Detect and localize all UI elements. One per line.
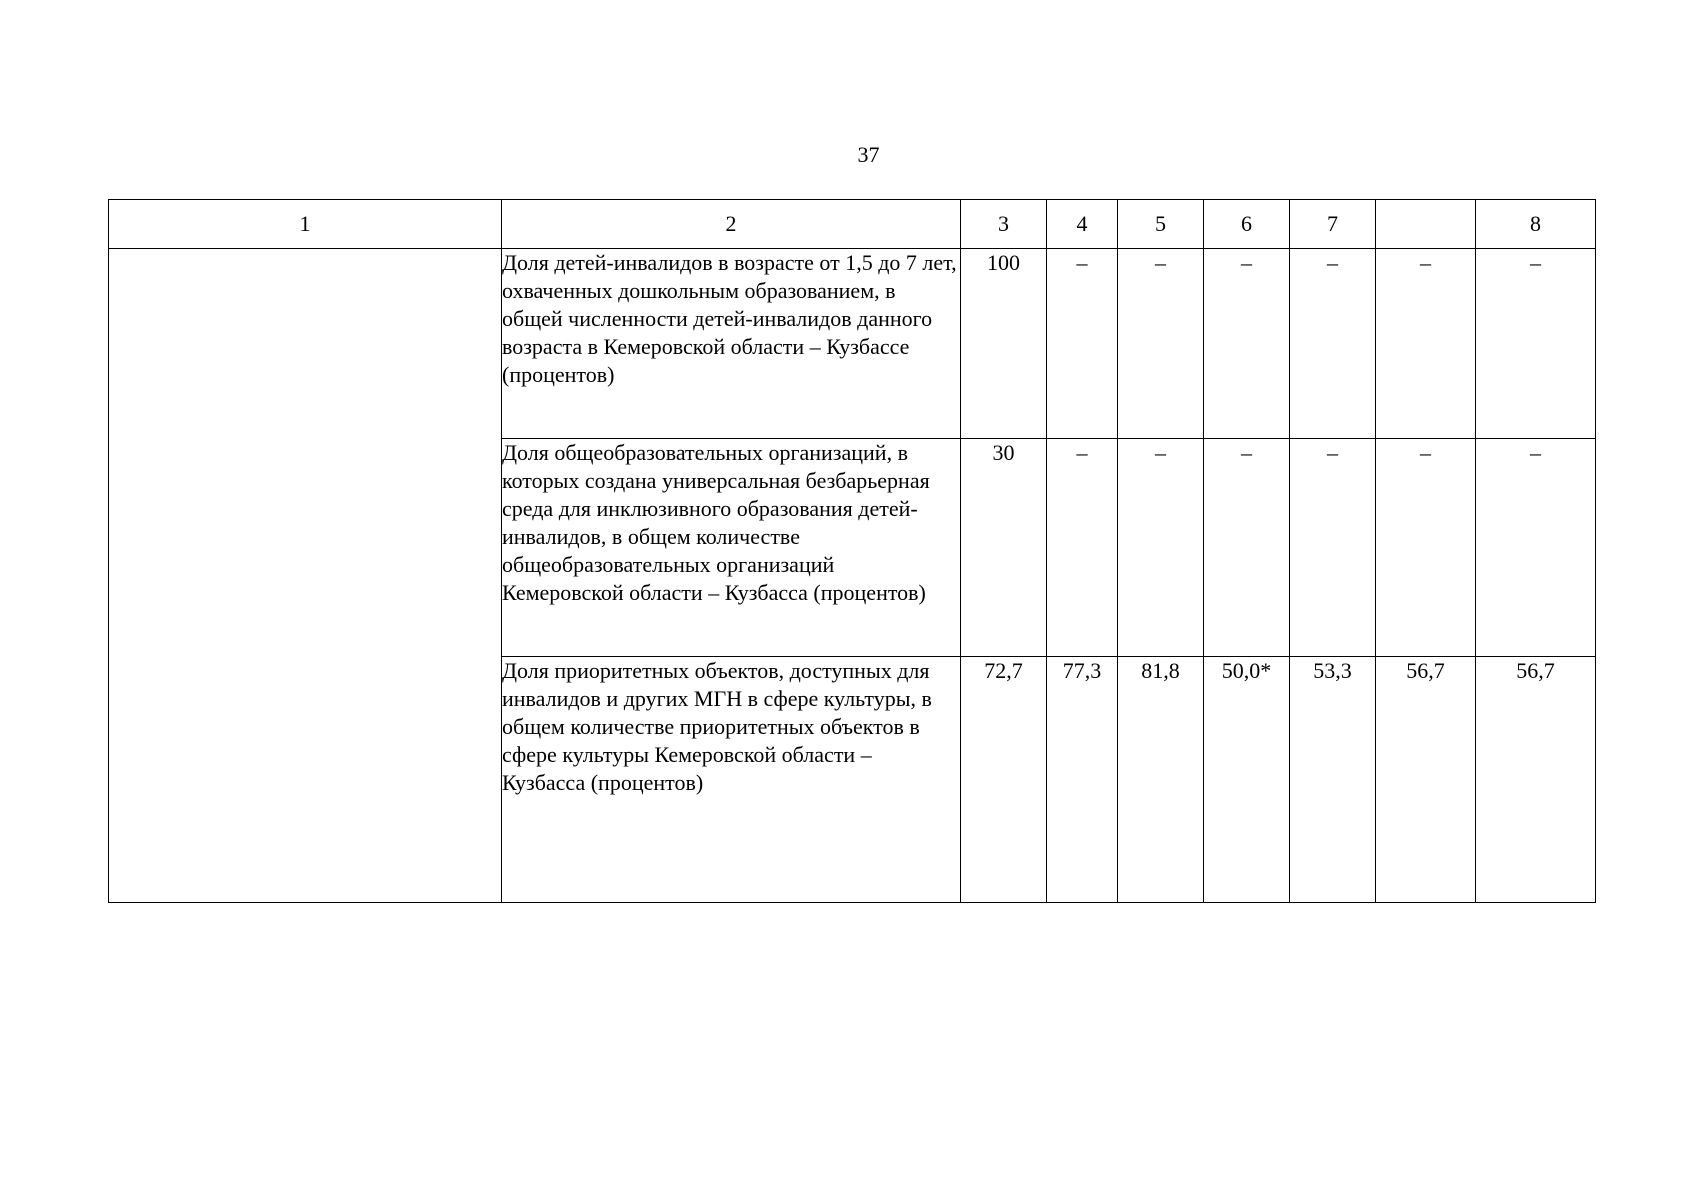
value-cell: 81,8 xyxy=(1118,657,1204,903)
indicator-description: Доля приоритетных объектов, доступных для инвалидов и других МГН в сфере культуры, в общем количестве приоритетных объектов в сфере культуры Кемеровской области – Кузбасса (процентов) xyxy=(502,657,961,903)
column-header-blank xyxy=(1376,200,1476,249)
page-number: 37 xyxy=(857,142,880,167)
value-cell: – xyxy=(1376,439,1476,657)
value-cell: 56,7 xyxy=(1376,657,1476,903)
value-cell: – xyxy=(1476,249,1596,439)
column-header-1: 1 xyxy=(109,200,502,249)
indicator-description: Доля общеобразовательных организаций, в которых создана универсальная безбарьерная среда для инклюзивного образования детей-инвалидов, в общем количестве общеобразовательных организаций Кемеровской области – Кузбасса (процентов) xyxy=(502,439,961,657)
column-header-5: 5 xyxy=(1118,200,1204,249)
column-header-7: 7 xyxy=(1290,200,1376,249)
column-header-6: 6 xyxy=(1204,200,1290,249)
value-cell: 77,3 xyxy=(1047,657,1118,903)
value-cell: – xyxy=(1204,249,1290,439)
empty-cell-column-1 xyxy=(109,249,502,903)
value-cell: – xyxy=(1290,439,1376,657)
value-cell: 56,7 xyxy=(1476,657,1596,903)
value-cell: – xyxy=(1118,249,1204,439)
value-cell: 53,3 xyxy=(1290,657,1376,903)
value-cell: – xyxy=(1290,249,1376,439)
table-header-row xyxy=(109,200,1596,249)
value-cell: – xyxy=(1204,439,1290,657)
value-cell: 100 xyxy=(961,249,1047,439)
table-row xyxy=(109,249,1596,439)
indicator-description: Доля детей-инвалидов в возрасте от 1,5 до 7 лет, охваченных дошкольным образованием, в общей численности детей-инвалидов данного возраста в Кемеровской области – Кузбассе (процентов) xyxy=(502,249,961,439)
column-header-8: 8 xyxy=(1476,200,1596,249)
value-cell: – xyxy=(1047,249,1118,439)
value-cell: – xyxy=(1118,439,1204,657)
value-cell: 50,0* xyxy=(1204,657,1290,903)
column-header-4: 4 xyxy=(1047,200,1118,249)
value-cell: – xyxy=(1476,439,1596,657)
value-cell: – xyxy=(1047,439,1118,657)
column-header-2: 2 xyxy=(502,200,961,249)
value-cell: 72,7 xyxy=(961,657,1047,903)
value-cell: 30 xyxy=(961,439,1047,657)
column-header-3: 3 xyxy=(961,200,1047,249)
indicators-table xyxy=(108,199,1596,903)
value-cell: – xyxy=(1376,249,1476,439)
